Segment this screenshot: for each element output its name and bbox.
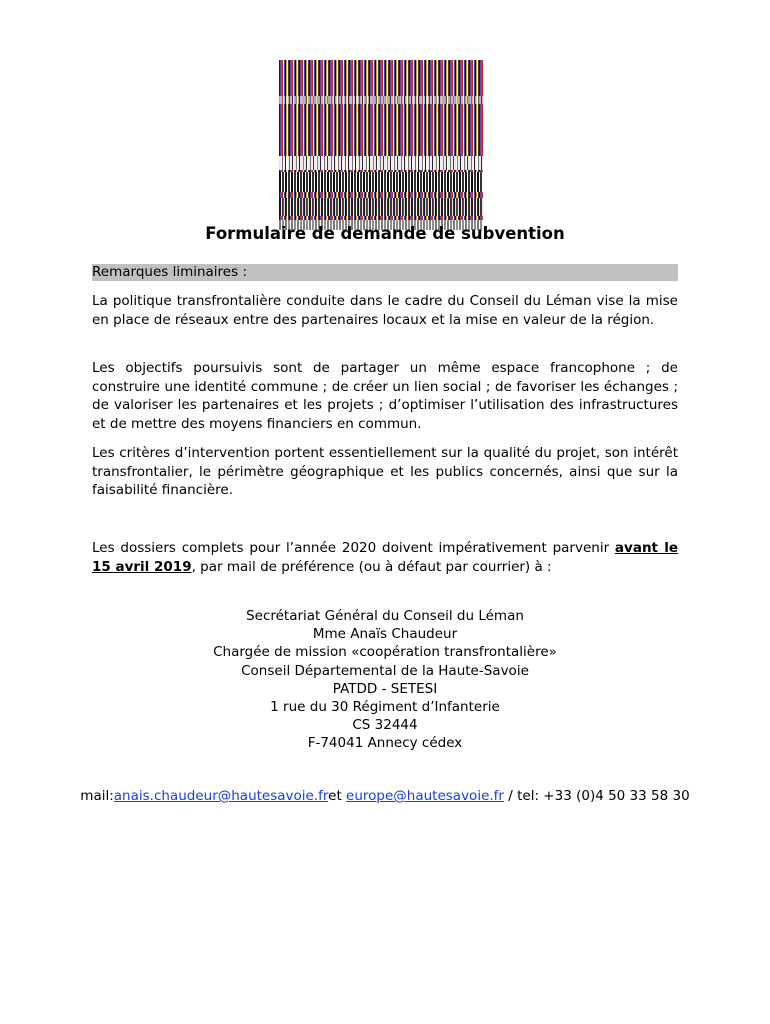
email-link-anais[interactable]: anais.chaudeur@hautesavoie.fr	[113, 788, 329, 804]
contact-info	[80, 787, 690, 806]
address-line: 1 rue du 30 Régiment d’Infanterie	[270, 699, 500, 716]
email-link-europe[interactable]: europe@hautesavoie.fr	[346, 788, 504, 804]
logo-graphic	[279, 60, 483, 220]
intro-paragraph: La politique transfrontalière conduite dans le cadre du Conseil du Léman vise la mise en place de réseaux entre des partenaires locaux et la mise en valeur de la région.	[92, 293, 678, 328]
logo-band	[279, 96, 483, 104]
deadline-date: avant le 15 avril 2019	[92, 540, 678, 575]
document-title: Formulaire de demande de subvention	[205, 224, 565, 243]
postal-address	[0, 607, 770, 753]
address-line: Chargée de mission «coopération transfrontalière»	[213, 644, 557, 661]
deadline-paragraph	[92, 539, 678, 576]
phone-text: / tel: +33 (0)4 50 33 58 30	[503, 788, 690, 804]
objectives-paragraph: Les objectifs poursuivis sont de partager un même espace francophone ; de construire une identité commune ; de créer un lien social ; de favoriser les échanges ; de valoriser les partenaires et les projets ; d’optimiser l’utilisation des infrastructures et de mettre des moyens financiers en commun.	[92, 360, 678, 432]
address-line: CS 32444	[352, 717, 418, 734]
criteria-paragraph: Les critères d’intervention portent essentiellement sur la qualité du projet, son intérêt transfrontalier, le périmètre géographique et les publics concernés, ainsi que sur la faisabilité financière.	[92, 445, 678, 498]
mail-label: mail:	[80, 788, 114, 804]
logo-wordmark	[279, 172, 483, 192]
address-line: F-74041 Annecy cédex	[307, 735, 463, 752]
address-line: Secrétariat Général du Conseil du Léman	[246, 608, 524, 624]
connector-text: et	[328, 788, 347, 804]
address-line: Mme Anaïs Chaudeur	[312, 626, 458, 643]
section-heading: Remarques liminaires :	[92, 264, 678, 281]
address-line: Conseil Départemental de la Haute-Savoie	[241, 662, 529, 679]
deadline-text-end: , par mail de préférence (ou à défaut par courrier) à :	[191, 558, 552, 575]
conseil-du-leman-logo	[279, 60, 483, 242]
address-line: PATDD - SETESI	[332, 680, 438, 697]
logo-band	[279, 156, 483, 170]
logo-wordmark	[279, 198, 483, 216]
deadline-text: Les dossiers complets pour l’année 2020 doivent impérativement parvenir	[92, 540, 615, 556]
